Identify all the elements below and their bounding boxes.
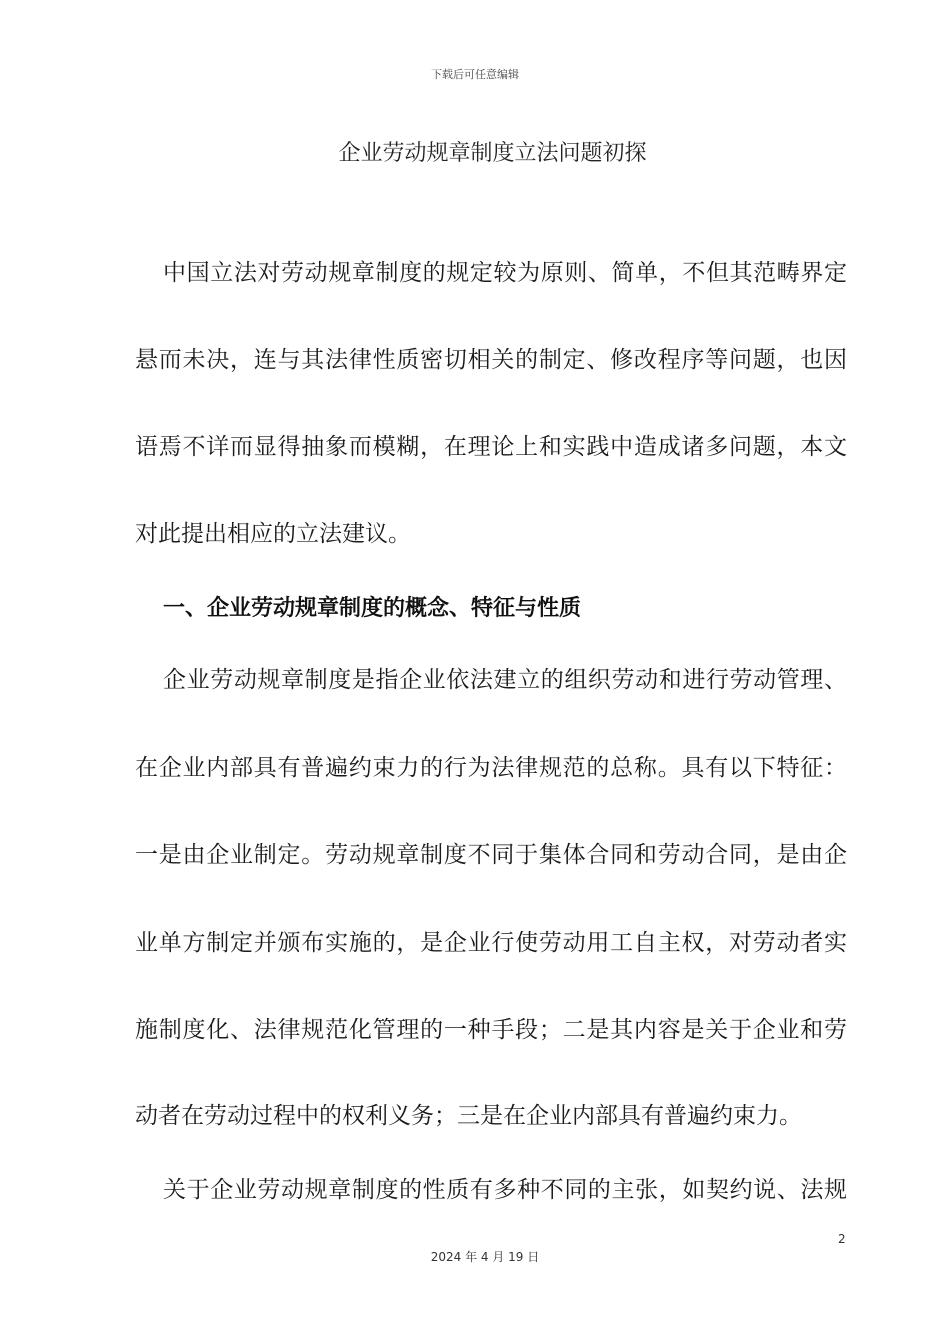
footer-date: 2024 年 4 月 19 日 xyxy=(430,1250,540,1264)
paragraph-1-line-1: 中国立法对劳动规章制度的规定较为原则、简单，不但其范畴界定 xyxy=(163,260,847,286)
paragraph-2-line-6: 动者在劳动过程中的权利义务；三是在企业内部具有普遍约束力。 xyxy=(135,1103,802,1129)
paragraph-1-line-4: 对此提出相应的立法建议。 xyxy=(135,521,411,547)
paragraph-2-line-1: 企业劳动规章制度是指企业依法建立的组织劳动和进行劳动管理、 xyxy=(163,667,847,693)
header-note: 下载后可任意编辑 xyxy=(431,68,519,81)
paragraph-1-line-2: 悬而未决，连与其法律性质密切相关的制定、修改程序等问题，也因 xyxy=(135,347,847,373)
paragraph-1-line-3: 语焉不详而显得抽象而模糊，在理论上和实践中造成诸多问题，本文 xyxy=(135,434,847,460)
document-title: 企业劳动规章制度立法问题初探 xyxy=(338,141,647,166)
paragraph-2-line-4: 业单方制定并颁布实施的，是企业行使劳动用工自主权，对劳动者实 xyxy=(135,930,847,956)
paragraph-2-line-3: 一是由企业制定。劳动规章制度不同于集体合同和劳动合同，是由企 xyxy=(135,842,847,868)
paragraph-2-line-5: 施制度化、法律规范化管理的一种手段；二是其内容是关于企业和劳 xyxy=(135,1017,847,1043)
paragraph-2-line-2: 在企业内部具有普遍约束力的行为法律规范的总称。具有以下特征： xyxy=(135,755,847,781)
page-number: 2 xyxy=(838,1232,846,1246)
paragraph-3-line-1: 关于企业劳动规章制度的性质有多种不同的主张，如契约说、法规 xyxy=(163,1177,847,1203)
section-1-heading: 一、企业劳动规章制度的概念、特征与性质 xyxy=(163,596,582,621)
